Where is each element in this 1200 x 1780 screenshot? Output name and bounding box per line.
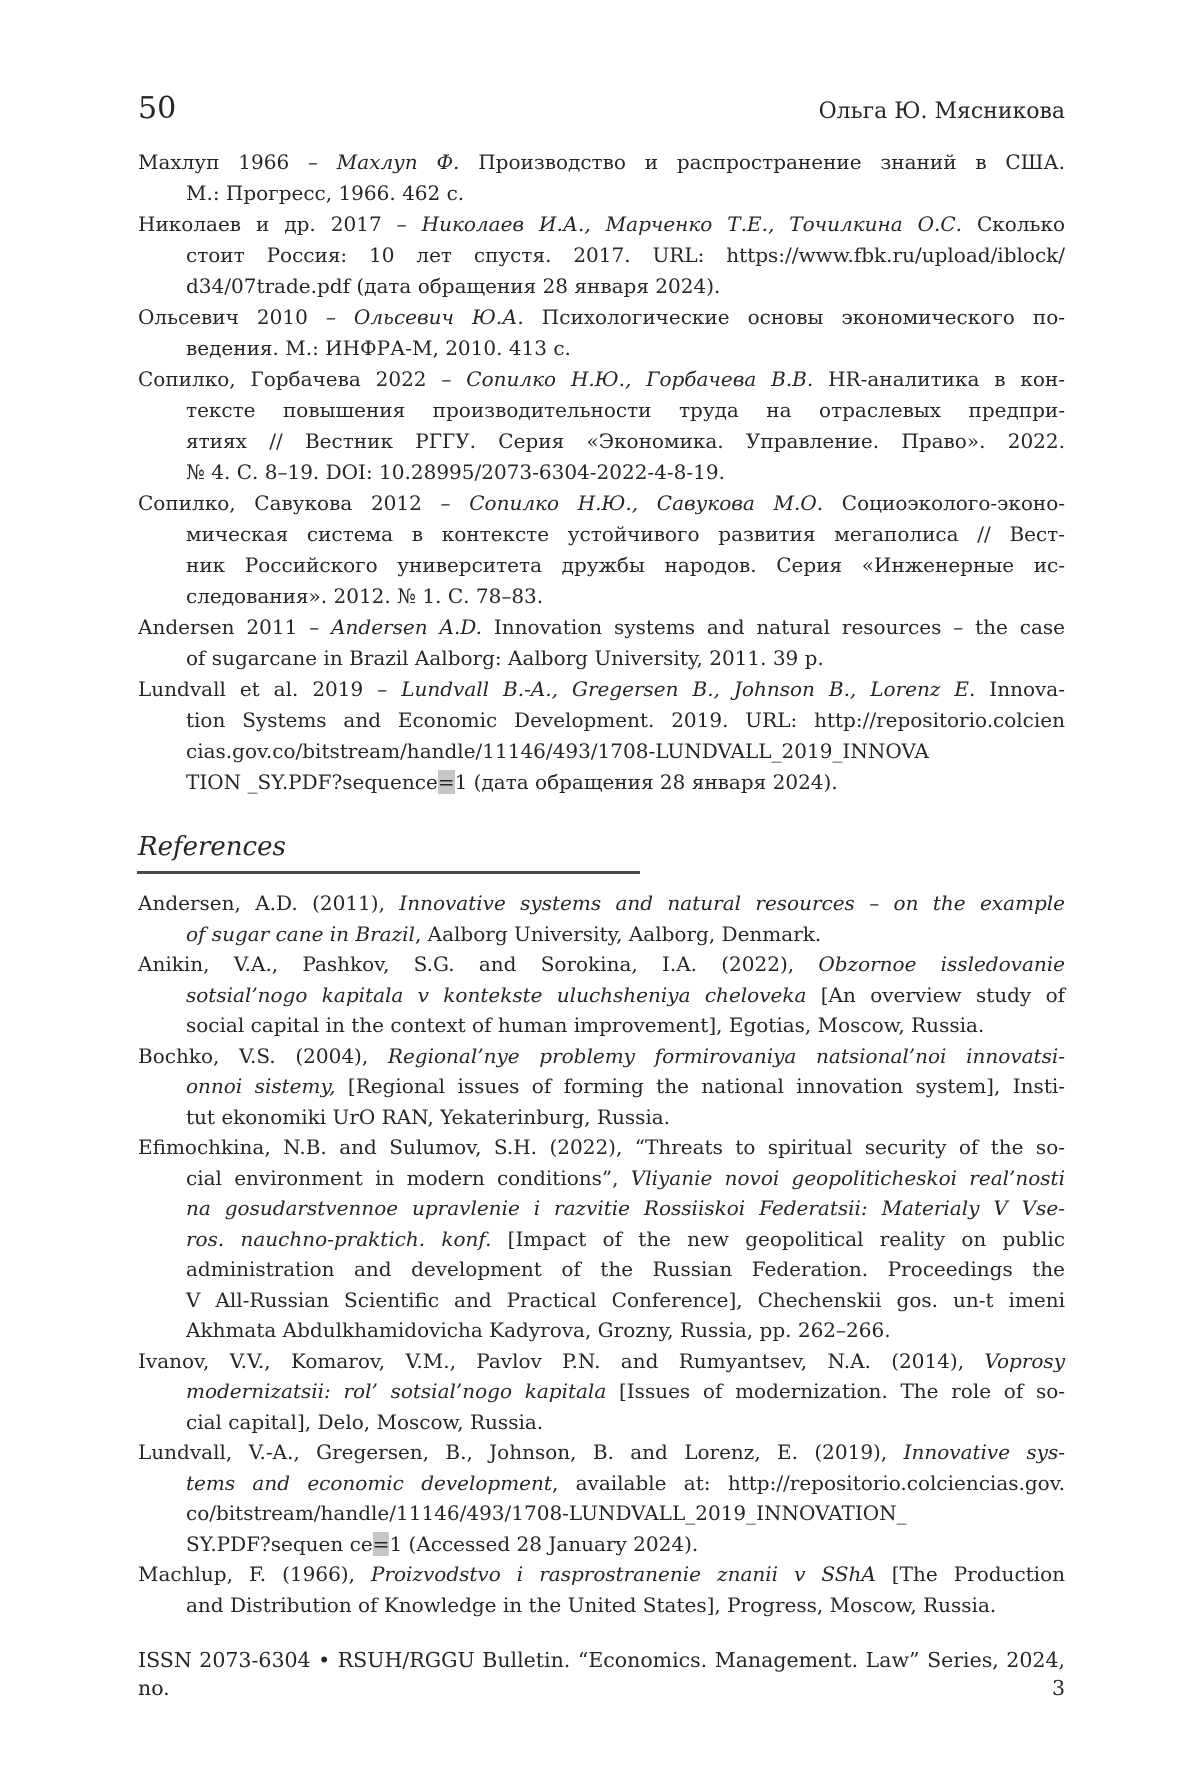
reference-line [138,1102,1065,1133]
reference-italic-text: Innovative sys- [903,1440,1065,1464]
reference-text: Психологические основы экономического по- [523,305,1065,329]
reference-italic-text: Regional’nye problemy formirovaniya natsional’noi innovatsi- [387,1043,1066,1068]
reference-entry [138,209,1065,302]
reference-italic-text: Voprosy [984,1348,1065,1373]
reference-entry [138,364,1065,488]
reference-italic-text: Lundvall B.-A., Gregersen B., Johnson B., Lorenz E. [401,677,976,701]
reference-line [138,426,1065,457]
reference-italic-text: Vliyanie novoi geopoliticheskoi real’nosti [630,1165,1065,1190]
reference-text: Machlup, F. (1966), [138,1562,371,1586]
reference-entry [138,1041,1065,1133]
reference-text: М.: Прогресс, 1966. 462 с. [186,181,465,205]
reference-line [138,147,1065,178]
reference-text: Efimochkina, N.B. and Sulumov, S.H. (2022), “Threats to spiritual security of the so- [138,1135,1065,1159]
reference-text: Akhmata Abdulkhamidovicha Kadyrova, Grozny, Russia, pp. 262–266. [186,1318,891,1342]
reference-line [138,1254,1065,1285]
reference-text: Andersen 2011 – [138,615,332,639]
reference-line [138,1498,1065,1529]
reference-italic-text: tems and economic development [186,1470,552,1495]
reference-line [138,488,1065,519]
reference-text: Сколько [962,212,1065,236]
reference-line [138,1376,1065,1407]
reference-text: [An overview study of [806,982,1066,1007]
reference-text: Махлуп 1966 – [138,150,337,174]
reference-text: SY.PDF?sequen ce [186,1531,373,1556]
reference-italic-text: onnoi sistemy, [186,1074,336,1098]
references-heading: References [138,832,286,862]
reference-line [138,1071,1065,1102]
reference-entry [138,949,1065,1041]
reference-text: cial capital], Delo, Moscow, Russia. [186,1409,544,1434]
reference-text: Andersen, A.D. (2011), [138,891,400,915]
reference-entry [138,1437,1065,1559]
reference-text: co/bitstream/handle/11146/493/1708-LUNDVALL_2019_INNOVATION_ [186,1501,907,1525]
reference-line [138,888,1065,919]
reference-text: Сопилко, Савукова 2012 – [138,491,470,515]
reference-line [138,395,1065,426]
reference-line [138,1437,1065,1468]
reference-entry [138,674,1065,798]
reference-text: d34/07trade.pdf (дата обращения 28 января 2024). [186,274,721,298]
reference-line [138,1468,1065,1499]
reference-line [138,1041,1065,1072]
reference-italic-text: Innovative systems and natural resources – on the example [399,891,1065,915]
reference-italic-text: na gosudarstvennoe upravlenie i razvitie Rossiiskoi Federatsii: Materialy V Vse- [186,1196,1065,1220]
reference-text: administration and development of the Russian Federation. Proceedings the [186,1257,1065,1281]
reference-text: Anikin, V.A., Pashkov, S.G. and Sorokina, I.A. (2022), [138,952,819,976]
reference-line [138,980,1065,1011]
reference-line [138,767,1065,798]
reference-text: 1 (дата обращения 28 января 2024). [454,770,838,794]
reference-text: , Aalborg University, Aalborg, Denmark. [414,921,822,946]
reference-italic-text: Николаев И.А., Марченко Т.Е., Точилкина О.С. [421,212,963,236]
reference-line [138,1010,1065,1041]
reference-text: tion Systems and Economic Development. 2019. URL: http://repositorio.colcien [186,708,1065,732]
reference-text: , available at: http://repositorio.colciencias.gov. [551,1470,1065,1495]
reference-entry [138,302,1065,364]
page-footer: ISSN 2073-6304 • RSUH/RGGU Bulletin. “Economics. Management. Law” Series, 2024, no. 3 [138,1648,1065,1700]
reference-line [138,457,1065,488]
reference-text: [Impact of the new geopolitical reality on public [491,1226,1065,1251]
reference-entry [138,612,1065,674]
reference-text: Ivanov, V.V., Komarov, V.M., Pavlov P.N. and Rumyantsev, N.A. (2014), [138,1348,985,1373]
reference-text: тексте повышения производительности труда на отраслевых предпри- [186,398,1065,422]
reference-line [138,519,1065,550]
reference-text: Bochko, V.S. (2004), [138,1043,388,1068]
reference-text: Innova- [975,677,1065,701]
reference-line [138,736,1065,767]
reference-italic-text: Ольсевич Ю.А. [353,305,524,329]
reference-line [138,1193,1065,1224]
reference-italic-text: ros. nauchno-praktich. konf. [186,1226,492,1251]
reference-text: TION _SY.PDF?sequence [186,770,438,794]
reference-italic-text: sotsial’nogo kapitala v kontekste uluchsheniya cheloveka [186,982,807,1007]
reference-line [138,1132,1065,1163]
reference-line [138,209,1065,240]
reference-text: and Distribution of Knowledge in the United States], Progress, Moscow, Russia. [186,1592,997,1617]
reference-text: cial environment in modern conditions”, [186,1165,631,1190]
reference-text: = [437,770,455,794]
reference-line [138,1346,1065,1377]
reference-text: of sugarcane in Brazil Aalborg: Aalborg University, 2011. 39 p. [186,646,824,670]
reference-italic-text: Сопилко Н.Ю., Горбачева В.В. [466,367,814,391]
reference-text: мическая система в контексте устойчивого развития мегаполиса // Вест- [186,522,1065,546]
reference-text: Николаев и др. 2017 – [138,212,422,236]
reference-entry [138,1132,1065,1346]
reference-italic-text: Махлуп Ф. [336,150,460,174]
reference-line [138,1590,1065,1621]
page-number: 50 [138,91,177,126]
reference-italic-text: of sugar cane in Brazil [186,921,415,946]
reference-text: Lundvall, V.-A., Gregersen, B., Johnson, B. and Lorenz, E. (2019), [138,1440,904,1464]
reference-text: следования». 2012. № 1. С. 78–83. [186,584,544,608]
reference-line [138,1163,1065,1194]
reference-text: HR-аналитика в кон- [813,367,1066,391]
reference-line [138,364,1065,395]
reference-line [138,1559,1065,1590]
reference-text: tut ekonomiki UrO RAN, Yekaterinburg, Russia. [186,1104,671,1129]
reference-text: social capital in the context of human improvement], Egotias, Moscow, Russia. [186,1013,985,1037]
reference-text: V All-Russian Scientific and Practical Conference], Chechenskii gos. un-t imeni [186,1287,1065,1312]
reference-line [138,333,1065,364]
reference-line [138,302,1065,333]
reference-entry [138,147,1065,209]
reference-text: ник Российского университета дружбы народов. Серия «Инженерные ис- [186,553,1065,577]
reference-text: cias.gov.co/bitstream/handle/11146/493/1708-LUNDVALL_2019_INNOVA [186,739,929,763]
reference-line [138,643,1065,674]
reference-italic-text: modernizatsii: rol’ sotsial’nogo kapitala [186,1379,607,1403]
reference-entry [138,888,1065,949]
reference-line [138,949,1065,980]
reference-italic-text: Сопилко Н.Ю., Савукова М.О. [469,491,824,515]
heading-rule [137,871,640,874]
reference-line [138,674,1065,705]
page-header [138,92,1065,129]
reference-text: Innovation systems and natural resources – the case [481,615,1065,639]
reference-text: Социоэколого-эконо- [823,491,1065,515]
reference-text: ятиях // Вестник РГГУ. Серия «Экономика. Управление. Право». 2022. [186,429,1065,453]
reference-text: [The Production [875,1562,1065,1586]
reference-text: 1 (Accessed 28 January 2024). [389,1531,699,1556]
reference-line [138,705,1065,736]
running-head-author: Ольга Ю. Мясникова [818,99,1065,124]
reference-entry [138,488,1065,612]
reference-line [138,1315,1065,1346]
reference-text: № 4. С. 8–19. DOI: 10.28995/2073-6304-2022-4-8-19. [186,460,725,484]
reference-line [138,1529,1065,1560]
references-section-english [138,888,1065,1620]
reference-italic-text: Obzornoe issledovanie [818,952,1065,976]
reference-text: Сопилко, Горбачева 2022 – [138,367,467,391]
reference-line [138,581,1065,612]
reference-text: ведения. М.: ИНФРА-М, 2010. 413 с. [186,336,571,360]
bibliography-section-russian [138,147,1065,798]
reference-text: Lundvall et al. 2019 – [138,677,402,701]
reference-text: Ольсевич 2010 – [138,305,354,329]
reference-line [138,550,1065,581]
reference-italic-text: Proizvodstvo i rasprostranenie znanii v SShA [371,1562,876,1586]
reference-line [138,271,1065,302]
reference-line [138,178,1065,209]
reference-line [138,1407,1065,1438]
reference-line [138,612,1065,643]
reference-text: [Regional issues of forming the national innovation system], Insti- [335,1074,1066,1098]
reference-line [138,1285,1065,1316]
reference-text: Производство и распространение знаний в США. [459,150,1065,174]
reference-italic-text: Andersen A.D. [331,615,482,639]
reference-text: [Issues of modernization. The role of so- [606,1379,1066,1403]
reference-text: стоит Россия: 10 лет спустя. 2017. URL: https://www.fbk.ru/upload/iblock/ [186,243,1065,267]
reference-line [138,1224,1065,1255]
reference-entry [138,1346,1065,1438]
reference-text: = [372,1531,390,1556]
reference-line [138,240,1065,271]
reference-line [138,919,1065,950]
reference-entry [138,1559,1065,1620]
